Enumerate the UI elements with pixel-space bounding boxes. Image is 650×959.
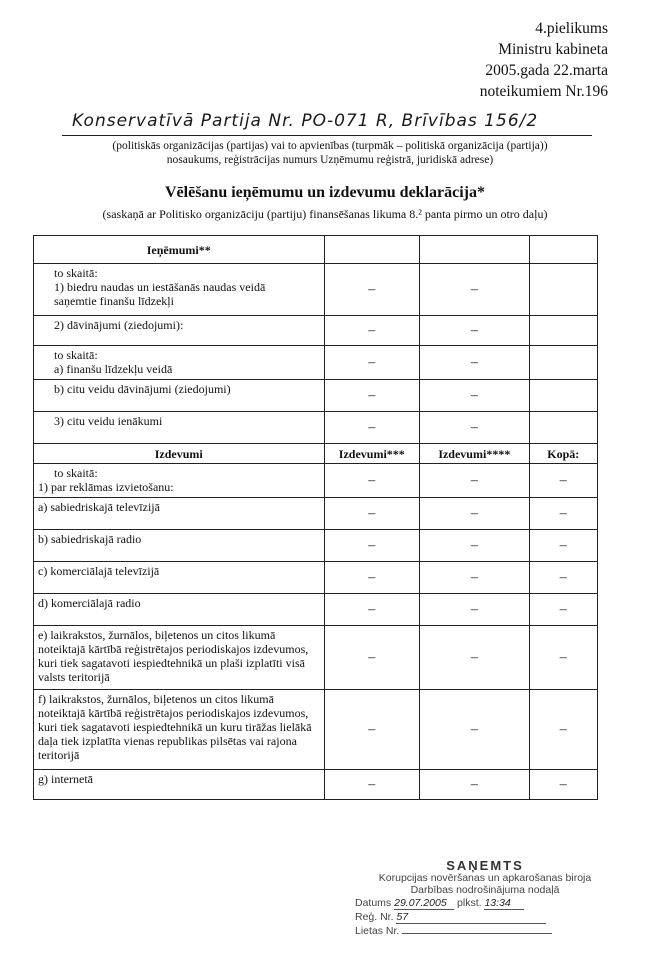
value-cell: – <box>324 380 420 412</box>
organization-handwritten-name: Konservatīvā Partija Nr. PO-071 R, Brīvības 156/2 <box>72 111 539 131</box>
value-cell: – <box>420 594 530 626</box>
income-header-row <box>34 236 598 264</box>
expenses-header: Izdevumi <box>34 444 325 464</box>
income-header-cell-3 <box>529 236 597 264</box>
value-cell <box>529 264 597 316</box>
value-cell: – <box>529 690 597 770</box>
organization-caption <box>40 139 620 167</box>
row-label <box>34 346 325 380</box>
stamp-department: Darbības nodrošinājuma nodaļā <box>410 884 560 896</box>
table-row <box>34 464 598 498</box>
value-cell: – <box>420 380 530 412</box>
table-row <box>34 316 598 346</box>
stamp-reg-value: 57 <box>396 911 546 924</box>
value-cell: – <box>324 626 420 690</box>
stamp-date-label: Datums <box>355 897 392 909</box>
expenses-col1-header: Izdevumi*** <box>324 444 420 464</box>
table-row <box>34 346 598 380</box>
annex-regulation: noteikumiem Nr.196 <box>479 83 608 100</box>
stamp-reg-label: Reģ. Nr. <box>355 911 394 923</box>
value-cell: – <box>420 498 530 530</box>
value-cell: – <box>420 346 530 380</box>
table-row <box>34 562 598 594</box>
row-label: f) laikrakstos, žurnālos, biļetenos un citos likumā noteiktajā kārtībā reģistrētajos periodiskajos izdevumos, kuri tiek sagatavoti iespiedtehnikā un kuru tirāžas lielākā daļa tiek izplatīta vienas republikas pilsētas vai rajona teritorijā <box>34 690 325 770</box>
stamp-title: SAŅEMTS <box>446 858 524 873</box>
value-cell: – <box>420 530 530 562</box>
stamp-case-line <box>355 925 615 937</box>
table-row <box>34 594 598 626</box>
row-label-line: to skaitā: <box>54 266 98 280</box>
table-row <box>34 498 598 530</box>
value-cell <box>529 346 597 380</box>
value-cell: – <box>324 530 420 562</box>
value-cell: – <box>420 316 530 346</box>
annex-date: 2005.gada 22.marta <box>485 62 608 79</box>
value-cell: – <box>420 626 530 690</box>
income-header-cell-1 <box>324 236 420 264</box>
value-cell: – <box>420 264 530 316</box>
table-row <box>34 412 598 444</box>
row-label <box>34 412 325 444</box>
row-label-line: 2) dāvinājumi (ziedojumi): <box>54 318 184 332</box>
stamp-case-value <box>402 933 552 934</box>
row-label: b) sabiedriskajā radio <box>34 530 325 562</box>
row-label-line: 1) par reklāmas izvietošanu: <box>38 480 174 494</box>
value-cell <box>529 316 597 346</box>
value-cell: – <box>529 562 597 594</box>
organization-caption-line2: nosaukums, reģistrācijas numurs Uzņēmumu reģistrā, juridiskā adrese) <box>166 154 494 166</box>
annex-number: 4.pielikums <box>535 20 608 37</box>
stamp-case-label: Lietas Nr. <box>355 925 400 937</box>
row-label: g) internetā <box>34 770 325 800</box>
table-row <box>34 380 598 412</box>
value-cell: – <box>529 530 597 562</box>
value-cell: – <box>324 316 420 346</box>
table-row <box>34 690 598 770</box>
value-cell: – <box>529 626 597 690</box>
value-cell: – <box>324 346 420 380</box>
stamp-date-value: 29.07.2005 <box>394 897 454 910</box>
row-label-line: 3) citu veidu ienākumi <box>54 414 163 428</box>
row-label: d) komerciālajā radio <box>34 594 325 626</box>
value-cell: – <box>324 770 420 800</box>
row-label: e) laikrakstos, žurnālos, biļetenos un citos likumā noteiktajā kārtībā reģistrētajos periodiskajos izdevumos, kuri tiek sagatavoti iespiedtehnikā un plaši izplatīti visā valsts teritorijā <box>34 626 325 690</box>
row-label: a) sabiedriskajā televīzijā <box>34 498 325 530</box>
value-cell: – <box>529 498 597 530</box>
value-cell: – <box>324 264 420 316</box>
value-cell: – <box>420 464 530 498</box>
table-row <box>34 530 598 562</box>
value-cell: – <box>324 412 420 444</box>
value-cell: – <box>420 770 530 800</box>
stamp-reg-line <box>355 911 615 924</box>
table-row <box>34 264 598 316</box>
declaration-table <box>33 235 598 800</box>
stamp-date-line <box>355 897 615 910</box>
value-cell: – <box>324 562 420 594</box>
document-title: Vēlēšanu ieņēmumu un izdevumu deklarācija* <box>164 184 485 201</box>
row-label <box>34 464 325 498</box>
row-label <box>34 316 325 346</box>
table-row <box>34 770 598 800</box>
value-cell: – <box>420 562 530 594</box>
value-cell: – <box>529 770 597 800</box>
row-label-line: to skaitā: <box>54 466 98 480</box>
income-header: Ieņēmumi** <box>34 236 325 264</box>
annex-issuer: Ministru kabineta <box>498 41 608 58</box>
income-header-cell-2 <box>420 236 530 264</box>
value-cell <box>529 412 597 444</box>
row-label-line: 1) biedru naudas un iestāšanās naudas veidā <box>54 280 266 294</box>
row-label-line: saņemtie finanšu līdzekļi <box>54 294 174 308</box>
value-cell: – <box>420 412 530 444</box>
expenses-col3-header: Kopā: <box>529 444 597 464</box>
row-label-line: b) citu veidu dāvinājumi (ziedojumi) <box>54 382 231 396</box>
value-cell: – <box>324 464 420 498</box>
row-label <box>34 380 325 412</box>
value-cell: – <box>324 690 420 770</box>
annex-reference <box>480 18 608 102</box>
document-subtitle: (saskaņā ar Politisko organizāciju (partiju) finansēšanas likuma 8.² panta pirmo un otro daļu) <box>102 207 548 221</box>
stamp-time-label: plkst. <box>457 897 482 909</box>
table-row <box>34 626 598 690</box>
stamp-authority: Korupcijas novēršanas un apkarošanas biroja <box>378 872 592 884</box>
row-label: c) komerciālajā televīzijā <box>34 562 325 594</box>
stamp-time-value: 13:34 <box>484 897 524 910</box>
organization-caption-line1: (politiskās organizācijas (partijas) vai to apvienības (turpmāk – politiskā organizācija (partija)) <box>112 140 548 152</box>
value-cell: – <box>529 464 597 498</box>
value-cell <box>529 380 597 412</box>
value-cell: – <box>420 690 530 770</box>
value-cell: – <box>324 594 420 626</box>
value-cell: – <box>324 498 420 530</box>
row-label-line: to skaitā: <box>54 348 98 362</box>
expenses-header-row <box>34 444 598 464</box>
expenses-col2-header: Izdevumi**** <box>420 444 530 464</box>
row-label-line: a) finanšu līdzekļu veidā <box>54 362 173 376</box>
organization-name-field <box>62 109 592 136</box>
received-stamp <box>355 860 615 937</box>
value-cell: – <box>529 594 597 626</box>
row-label <box>34 264 325 316</box>
